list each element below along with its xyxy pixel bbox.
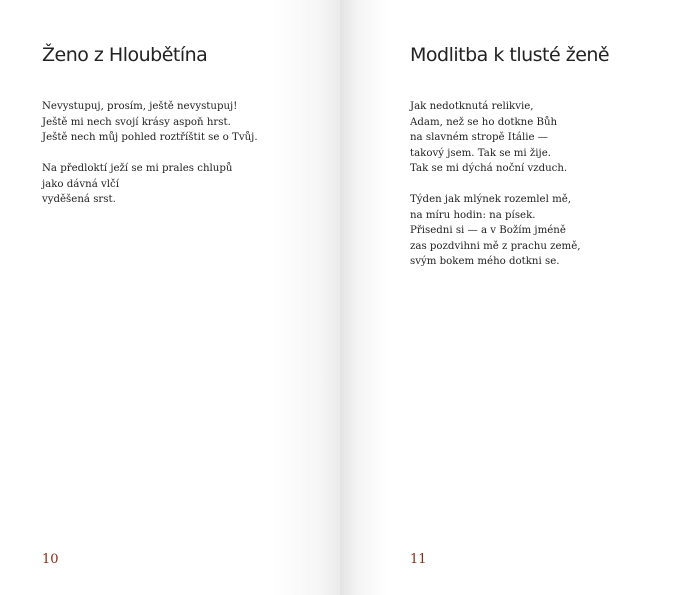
stanza (42, 99, 258, 146)
poem-title: Ženo z Hloubětína (42, 44, 208, 66)
verse-line: svým bokem mého dotkni se. (410, 256, 560, 267)
verse-line: Ještě mi nech svojí krásy aspoň hrst. (42, 116, 231, 128)
verse-line: Jak nedotknutá relikvie, (410, 101, 534, 112)
poem-title: Modlitba k tlusté ženě (410, 44, 610, 66)
page-number: 10 (42, 552, 59, 567)
stanza (410, 192, 580, 270)
verse-line: vyděšená srst. (42, 194, 116, 205)
page-number: 11 (410, 552, 427, 567)
verse-line: Adam, než se ho dotkne Bůh (410, 116, 558, 128)
right-page (340, 0, 680, 595)
verse-line: Tak se mi dýchá noční vzduch. (410, 163, 568, 174)
stanza (410, 99, 580, 177)
verse-line: zas pozdvihni mě z prachu země, (410, 240, 581, 252)
verse-line: Ještě nech můj pohled roztříštit se o Tvůj. (42, 132, 258, 143)
verse-line: Týden jak mlýnek rozemlel mě, (410, 194, 571, 205)
poem-body (410, 99, 580, 285)
verse-line: Přisedni si — a v Božím jméně (410, 225, 566, 236)
verse-line: jako dávná vlčí (42, 178, 119, 190)
verse-line: Na předloktí ježí se mi prales chlupů (42, 163, 233, 174)
verse-line: na míru hodin: na písek. (410, 209, 536, 221)
verse-line: takový jsem. Tak se mi žije. (410, 147, 551, 159)
stanza (42, 161, 258, 208)
verse-line: Nevystupuj, prosím, ještě nevystupuj! (42, 101, 238, 112)
verse-line: na slavném stropě Itálie — (410, 132, 548, 143)
poem-body (42, 99, 258, 223)
